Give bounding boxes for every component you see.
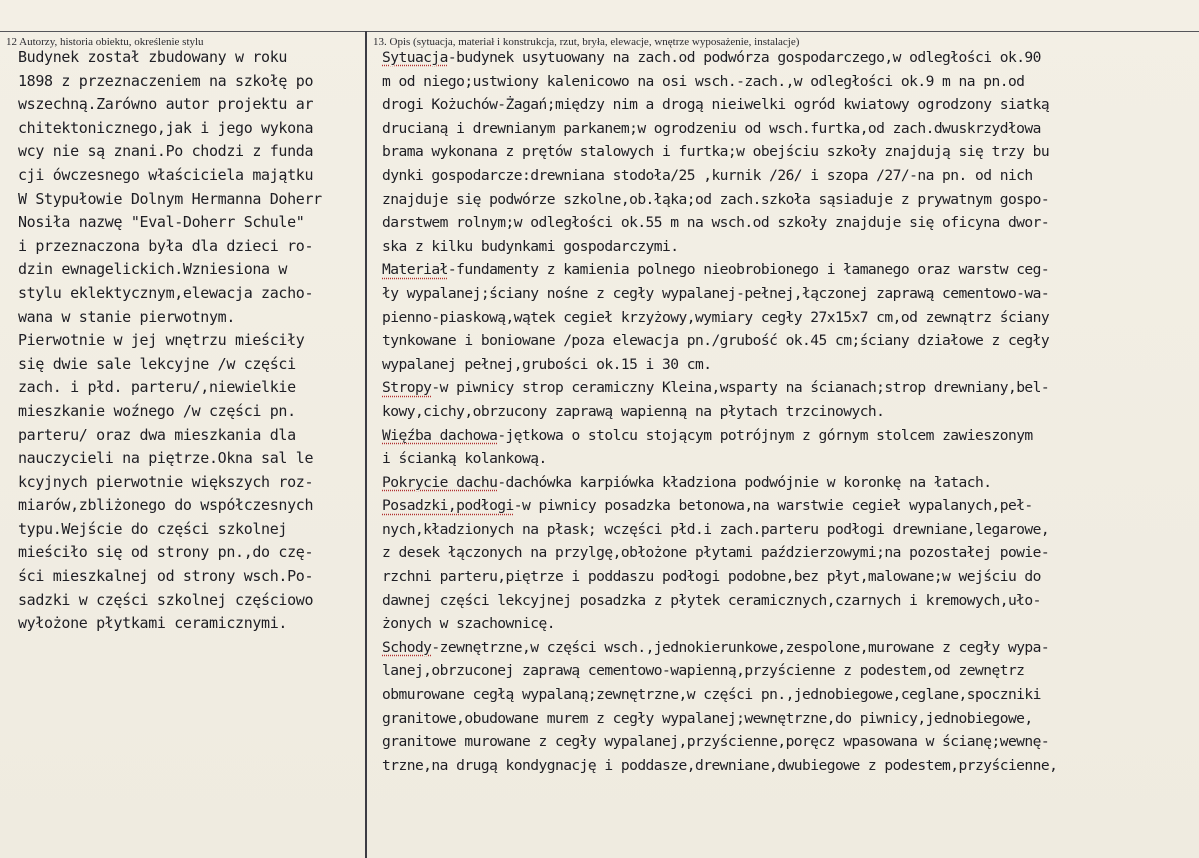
history-text-line: Budynek został zbudowany w roku [18,48,288,66]
description-text: trzne,na drugą kondygnację i poddasze,drewniane,dwubiegowe z podestem,przyścienne, [382,756,1058,774]
description-text-line [382,471,1197,495]
subsection-heading: Materiał [382,261,448,279]
header-divider [0,31,1199,32]
description-text-line [382,683,1197,707]
history-text-line: się dwie sale lekcyjne /w części [18,354,296,373]
description-text-line [382,329,1197,353]
description-text: pienno-piaskową,wątek cegieł krzyżowy,wymiary cegły 27x15x7 cm,od zewnątrz ściany [382,308,1050,326]
history-text-line: wszechną.Zarówno autor projektu ar [18,95,314,114]
description-text-line [382,707,1197,731]
section-13-label: 13. Opis (sytuacja, materiał i konstrukcja, rzut, bryła, elewacje, wnętrze wyposażenie, instalacje) [373,36,800,48]
subsection-heading: Posadzki,podłogi [382,497,514,515]
description-text: drucianą i drewnianym parkanem;w ogrodzeniu od wsch.furtka,od zach.dwuskrzydłowa [382,119,1041,137]
description-text: tynkowane i boniowane /poza elewacja pn./grubość ok.45 cm;ściany działowe z cegły [382,332,1050,350]
description-text-line [382,235,1197,259]
section-12-text [18,46,362,636]
description-text: -w piwnicy posadzka betonowa,na warstwie cegieł wypalanych,peł- [513,497,1033,515]
history-text-line: sadzki w części szkolnej częściowo [18,590,314,609]
description-text: -fundamenty z kamienia polnego nieobrobionego i łamanego oraz warstw ceg- [447,261,1050,279]
description-text: znajduje się podwórze szkolne,ob.łąka;od zach.szkoła sąsiaduje z prywatnym gospo- [382,190,1050,208]
column-divider [365,31,367,858]
description-text: i ścianką kolankową. [382,450,547,468]
history-text-line: dzin ewnagelickich.Wzniesiona w [18,260,288,279]
history-text-line: stylu eklektycznym,elewacja zacho- [18,283,314,302]
history-text-line: wana w stanie pierwotnym. [18,307,236,326]
description-text-line [382,211,1197,235]
description-text: brama wykonana z prętów stalowych i furtka;w obejściu szkoły znajdują się trzy bu [382,143,1050,161]
history-text-line: W Stypułowie Dolnym Hermanna Doherr [18,189,322,208]
history-text-line: ści mieszkalnej od strony wsch.Po- [18,567,314,586]
description-text: -zewnętrzne,w części wsch.,jednokierunkowe,zespolone,murowane z cegły wypa- [431,638,1050,656]
description-text-line [382,659,1197,683]
subsection-heading: Pokrycie dachu [382,473,498,491]
history-text-line: Nosiła nazwę "Eval-Doherr Schule" [18,213,305,232]
description-text-line [382,306,1197,330]
description-text-line [382,93,1197,117]
description-text-line [382,424,1197,448]
description-text-line [382,376,1197,400]
description-text-line [382,612,1197,636]
history-text-line: zach. i płd. parteru/,niewielkie [18,378,296,397]
history-text-line: cji ówczesnego właściciela majątku [18,165,314,184]
description-text: obmurowane cegłą wypalaną;zewnętrzne,w części pn.,jednobiegowe,ceglane,spoczniki [382,686,1041,704]
history-text-line: nauczycieli na piętrze.Okna sal le [18,449,314,468]
description-text: kowy,cichy,obrzucony zaprawą wapienną na płytach trzcinowych. [382,402,885,420]
description-text-line [382,282,1197,306]
history-text-line: mieszkanie woźnego /w części pn. [18,401,296,420]
description-text: -jętkowa o stolcu stojącym potrójnym z górnym stolcem zawieszonym [497,426,1033,444]
description-text: granitowe murowane z cegły wypalanej,przyścienne,poręcz wpasowana w ścianę;wewnę- [382,733,1050,751]
description-text-line [382,117,1197,141]
history-text-line: wcy nie są znani.Po chodzi z funda [18,142,314,161]
description-text: nych,kładzionych na płask; wczęści płd.i zach.parteru podłogi drewniane,legarowe, [382,520,1050,538]
description-text-line [382,730,1197,754]
description-text: -dachówka karpiówka kładziona podwójnie w koronkę na łatach. [497,473,992,491]
subsection-heading: Więźba dachowa [382,426,498,444]
description-text-line [382,164,1197,188]
description-text: wypalanej pełnej,grubości ok.15 i 30 cm. [382,355,712,373]
history-text-line: mieściło się od strony pn.,do czę- [18,543,314,562]
description-text-line [382,258,1197,282]
description-text-line [382,636,1197,660]
description-text-line [382,70,1197,94]
description-text: -budynek usytuowany na zach.od podwórza gospodarczego,w odległości ok.90 [447,49,1041,66]
description-text-line [382,754,1197,778]
description-text-line [382,140,1197,164]
section-13-text [382,46,1197,777]
history-text-line: typu.Wejście do części szkolnej [18,519,288,538]
description-text: rzchni parteru,piętrze i poddaszu podłogi podobne,bez płyt,malowane;w wejściu do [382,568,1041,586]
description-text: granitowe,obudowane murem z cegły wypalanej;wewnętrzne,do piwnicy,jednobiegowe, [382,709,1033,727]
subsection-heading: Sytuacja [382,49,448,66]
description-text-line [382,589,1197,613]
description-text-line [382,188,1197,212]
description-text: ska z kilku budynkami gospodarczymi. [382,237,679,255]
history-text-line: parteru/ oraz dwa mieszkania dla [18,425,296,444]
history-text-line: wyłożone płytkami ceramicznymi. [18,614,288,633]
description-text: z desek łączonych na przylgę,obłożone płytami paździerzowymi;na pozostałej powie- [382,544,1050,562]
history-text-line: miarów,zbliżonego do współczesnych [18,496,314,515]
subsection-heading: Schody [382,638,432,656]
description-text: lanej,obrzuconej zaprawą cementowo-wapienną,przyścienne z podestem,od zewnętrz [382,662,1025,680]
description-text-line [382,518,1197,542]
description-text: m od niego;ustwiony kalenicowo na osi wsch.-zach.,w odległości ok.9 m na pn.od [382,72,1025,90]
history-text-line: Pierwotnie w jej wnętrzu mieściły [18,331,305,350]
history-text-line: kcyjnych pierwotnie większych roz- [18,472,314,491]
description-text-line [382,541,1197,565]
description-text: dynki gospodarcze:drewniana stodoła/25 ,kurnik /26/ i szopa /27/-na pn. od nich [382,166,1033,184]
description-text-line [382,353,1197,377]
description-text: -w piwnicy strop ceramiczny Kleina,wsparty na ścianach;strop drewniany,bel- [431,379,1050,397]
history-text-line: 1898 z przeznaczeniem na szkołę po [18,71,314,90]
description-text: ły wypalanej;ściany nośne z cegły wypalanej-pełnej,łączonej zaprawą cementowo-wa- [382,284,1050,302]
description-text: żonych w szachownicę. [382,615,555,633]
description-text-line [382,565,1197,589]
history-text-line: i przeznaczona była dla dzieci ro- [18,236,314,255]
description-text: dawnej części lekcyjnej posadzka z płytek ceramicznych,czarnych i kremowych,uło- [382,591,1041,609]
description-text-line [382,447,1197,471]
subsection-heading: Stropy [382,379,432,397]
description-text-line [382,494,1197,518]
description-text: darstwem rolnym;w odległości ok.55 m na wsch.od szkoły znajduje się oficyna dwor- [382,214,1050,232]
description-text-line [382,400,1197,424]
section-12-label: 12 Autorzy, historia obiektu, określenie stylu [6,36,204,48]
description-text-line [382,46,1197,70]
history-text-line: chitektonicznego,jak i jego wykona [18,118,314,137]
description-text: drogi Kożuchów-Żagań;między nim a drogą nieiwelki ogród kwiatowy ogrodzony siatką [382,96,1050,114]
